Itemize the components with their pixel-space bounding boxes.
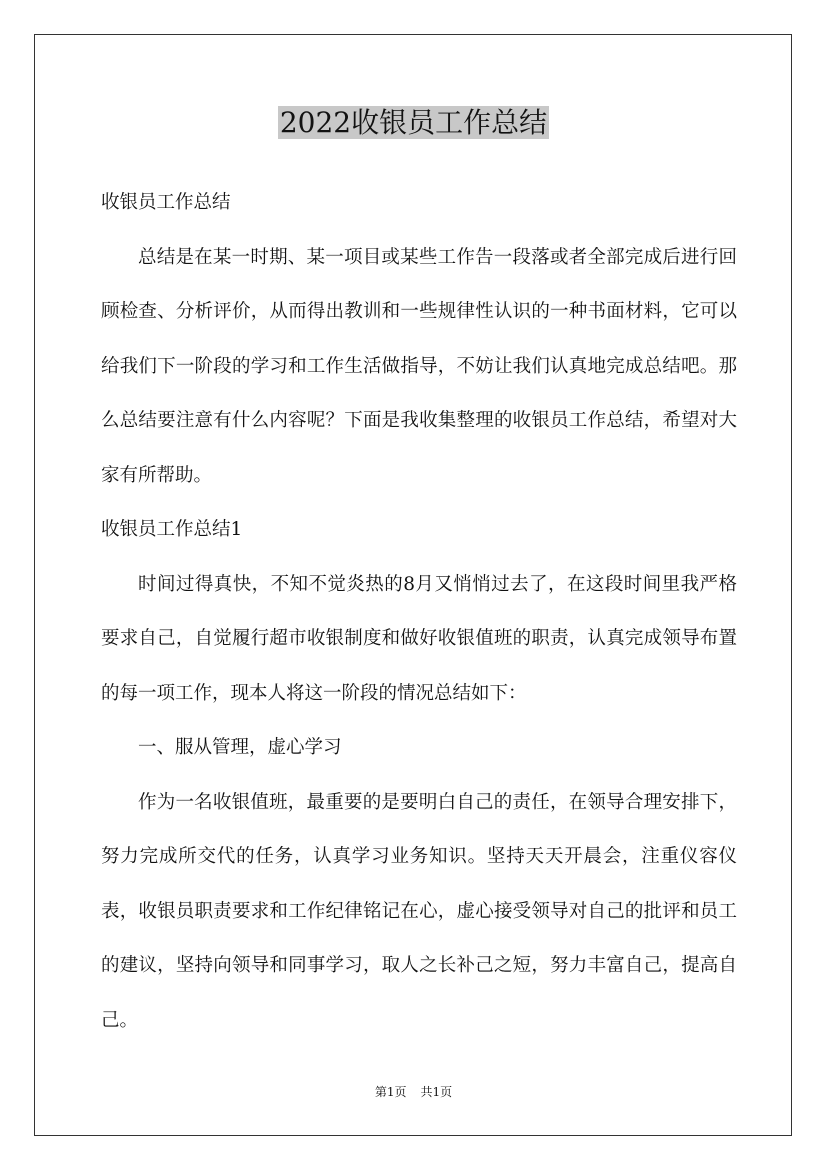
body-paragraph: 时间过得真快，不知不觉炎热的8月又悄悄过去了，在这段时间里我严格要求自己，自觉履行超市收银制度和做好收银值班的职责，认真完成领导布置的每一项工作，现本人将这一阶段的情况总结如下： bbox=[101, 573, 737, 704]
document-title-text: 2022收银员工作总结 bbox=[279, 106, 548, 139]
page-number: 第1页 bbox=[374, 1085, 407, 1099]
page-footer bbox=[0, 1084, 827, 1100]
body-paragraph: 总结是在某一时期、某一项目或某些工作告一段落或者全部完成后进行回顾检查、分析评价，从而得出教训和一些规律性认识的一种书面材料，它可以给我们下一阶段的学习和工作生活做指导，不妨让我们认真地完成总结吧。那么总结要注意有什么内容呢？下面是我收集整理的收银员工作总结，希望对大家有所帮助。 bbox=[101, 246, 737, 486]
document-title bbox=[0, 103, 827, 143]
section-heading: 收银员工作总结 bbox=[101, 192, 231, 213]
body-paragraph: 作为一名收银值班，最重要的是要明白自己的责任，在领导合理安排下，努力完成所交代的任务，认真学习业务知识。坚持天天开晨会，注重仪容仪表，收银员职责要求和工作纪律铭记在心，虚心接受领导对自己的批评和员工的建议，坚持向领导和同事学习，取人之长补己之短，努力丰富自己，提高自己。 bbox=[101, 791, 737, 1031]
page-total: 共1页 bbox=[420, 1085, 453, 1099]
document-body bbox=[101, 176, 737, 1048]
subsection-heading: 一、服从管理，虚心学习 bbox=[138, 737, 342, 758]
section-heading: 收银员工作总结1 bbox=[101, 519, 243, 540]
